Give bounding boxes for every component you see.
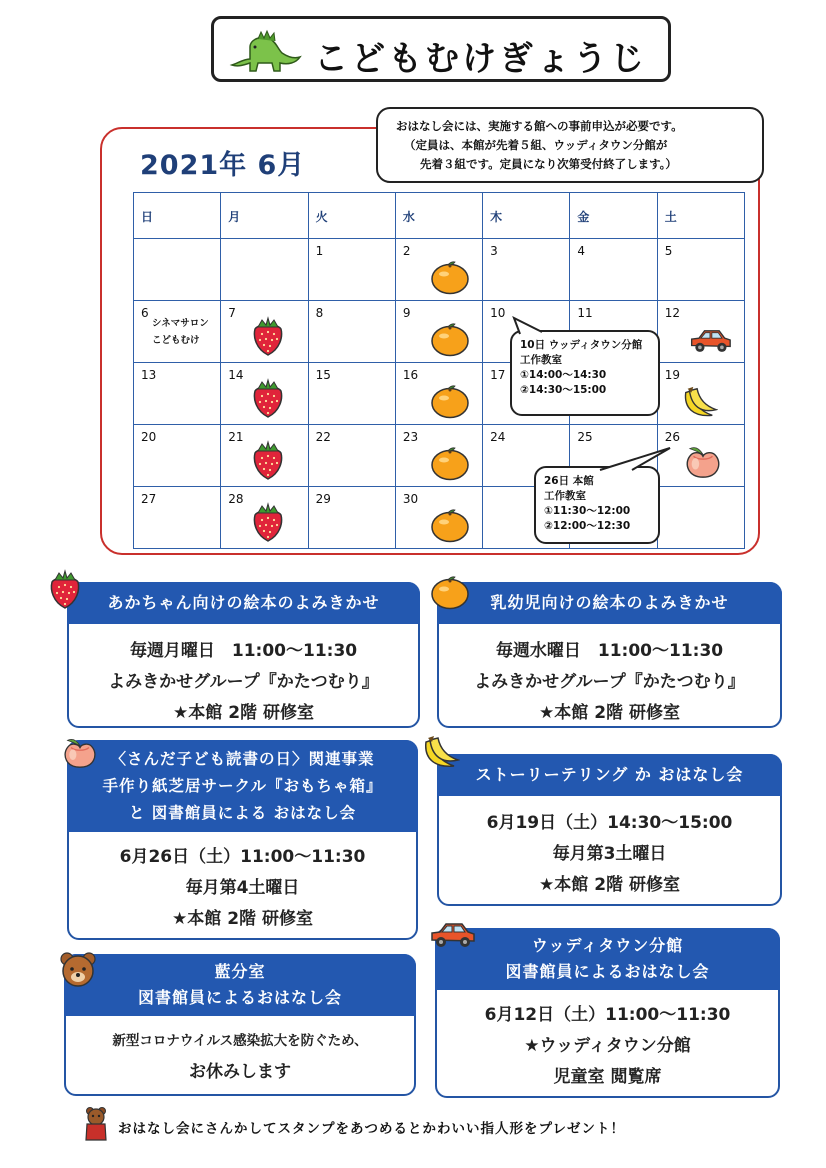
- car-icon: [428, 918, 476, 950]
- event-card-ai-branch: [64, 954, 416, 1096]
- workshop-bubble-10: [510, 330, 660, 416]
- page-title-box: [211, 16, 671, 82]
- event-date: 6月26日（土）11:00～11:30: [119, 847, 366, 867]
- day-cell: [395, 487, 482, 549]
- notice-line-3: 先着３組です。定員になり次第受付終了します。）: [420, 157, 677, 171]
- stamp-rally-footer: おはなし会にさんかしてスタンプをあつめるとかわいい指人形をプレゼント！: [118, 1121, 625, 1137]
- day-cell: [221, 425, 308, 487]
- bubble-line: ①14:00～14:30: [520, 369, 607, 381]
- day-number: 4: [577, 244, 586, 258]
- day-cell: [395, 239, 482, 301]
- event-room: 児童室 閲覧席: [553, 1067, 662, 1087]
- day-number: 7: [228, 306, 236, 320]
- day-cell: [395, 425, 482, 487]
- day-cell: [483, 239, 570, 301]
- banana-icon: [420, 734, 460, 772]
- bubble-line: ②12:00～12:30: [544, 520, 631, 532]
- event-details: [66, 1026, 414, 1088]
- weekday-mon: 月: [221, 193, 308, 239]
- event-location: ★本館 2階 研修室: [172, 909, 313, 929]
- cinema-salon-note: [152, 315, 209, 349]
- event-location: ★ウッディタウン分館: [524, 1036, 691, 1056]
- weekday-wed: 水: [395, 193, 482, 239]
- day-number: 6: [141, 306, 149, 320]
- calendar-weekday-row: [134, 193, 745, 239]
- day-cell: [221, 301, 308, 363]
- dinosaur-icon: [228, 29, 302, 75]
- day-number: 1: [315, 244, 324, 258]
- event-schedule: 毎週水曜日 11:00～11:30: [495, 641, 724, 661]
- day-cell: [221, 239, 308, 301]
- event-title-line: 〈さんだ子ども読書の日〉関連事業: [110, 750, 375, 768]
- peach-icon: [682, 443, 724, 479]
- day-cell: [134, 301, 221, 363]
- orange-icon: [430, 321, 470, 357]
- day-number: 17: [490, 368, 506, 382]
- event-title-line: 手作り紙芝居サークル『おもちゃ箱』: [102, 777, 383, 795]
- day-number: 11: [577, 306, 593, 320]
- event-title-line: 図書館員によるおはなし会: [137, 988, 342, 1007]
- page-title: こどもむけぎょうじ: [314, 39, 647, 79]
- day-number: 2: [402, 244, 411, 258]
- day-cell: [308, 239, 395, 301]
- event-group: よみきかせグループ『かたつむり』: [474, 672, 745, 692]
- day-number: 21: [228, 430, 244, 444]
- event-details: [439, 636, 780, 729]
- day-number: 14: [228, 368, 244, 382]
- day-number: 10: [490, 306, 506, 320]
- note-line: こどもむけ: [152, 335, 200, 346]
- day-number: 3: [490, 244, 498, 258]
- day-cell: [308, 301, 395, 363]
- day-cell: [657, 363, 744, 425]
- note-line: シネマサロン: [152, 318, 209, 329]
- day-cell: [395, 301, 482, 363]
- day-cell: [657, 301, 744, 363]
- event-schedule: 毎週月曜日 11:00～11:30: [129, 641, 358, 661]
- calendar-year-month: 2021年 6月: [140, 150, 306, 181]
- strawberry-icon: [48, 568, 82, 610]
- event-date: 6月12日（土）11:00～11:30: [484, 1005, 731, 1025]
- reservation-notice: [376, 107, 764, 183]
- day-cell: [221, 487, 308, 549]
- orange-icon: [430, 507, 470, 543]
- day-number: 12: [664, 306, 680, 320]
- bubble-tail: [596, 446, 676, 472]
- event-details: [69, 636, 418, 729]
- event-title: ストーリーテリング か おはなし会: [437, 754, 782, 796]
- day-cell: [134, 363, 221, 425]
- event-location: ★本館 2階 研修室: [539, 703, 680, 723]
- banana-icon: [680, 385, 718, 421]
- event-card-woody-town: [435, 928, 780, 1098]
- day-number: 15: [315, 368, 331, 382]
- weekday-tue: 火: [308, 193, 395, 239]
- orange-icon: [430, 383, 470, 419]
- bubble-line: ①11:30～12:00: [544, 505, 631, 517]
- event-closure-reason: 新型コロナウイルス感染拡大を防ぐため、: [112, 1033, 368, 1049]
- day-cell: [308, 425, 395, 487]
- day-number: 5: [664, 244, 673, 258]
- weekday-sun: 日: [134, 193, 221, 239]
- notice-line-2: （定員は、本館が先着５組、ウッディタウン分館が: [404, 138, 668, 152]
- day-cell: [134, 487, 221, 549]
- day-cell: [134, 425, 221, 487]
- event-closure-status: お休みします: [189, 1062, 291, 1082]
- day-cell: [657, 487, 744, 549]
- day-cell: [395, 363, 482, 425]
- event-card-toddler: [437, 582, 782, 728]
- day-number: 24: [490, 430, 506, 444]
- event-title: [435, 928, 780, 990]
- day-cell: [134, 239, 221, 301]
- orange-icon: [430, 574, 470, 610]
- event-title-line: 藍分室: [214, 962, 266, 981]
- event-title: あかちゃん向けの絵本のよみきかせ: [67, 582, 420, 624]
- day-cell: [308, 487, 395, 549]
- strawberry-icon: [251, 439, 285, 481]
- strawberry-icon: [251, 501, 285, 543]
- day-number: 29: [315, 492, 331, 506]
- bubble-line: 26日 本館: [544, 475, 594, 487]
- bubble-tail: [512, 316, 552, 336]
- car-icon: [688, 325, 732, 355]
- notice-line-1: おはなし会には、実施する館への事前申込が必要です。: [396, 119, 683, 133]
- weekday-thu: 木: [483, 193, 570, 239]
- calendar-week-row: [134, 239, 745, 301]
- day-number: 23: [402, 430, 419, 444]
- event-card-sanda: [67, 740, 418, 940]
- day-cell: [570, 239, 657, 301]
- event-title-line: と 図書館員による おはなし会: [128, 804, 357, 822]
- day-number: 9: [402, 306, 411, 320]
- strawberry-icon: [251, 315, 285, 357]
- day-number: 16: [402, 368, 419, 382]
- strawberry-icon: [251, 377, 285, 419]
- peach-icon: [60, 735, 100, 769]
- day-number: 19: [664, 368, 680, 382]
- day-number: 13: [141, 368, 157, 382]
- event-card-story: [437, 754, 782, 906]
- event-card-baby: [67, 582, 420, 728]
- event-location: ★本館 2階 研修室: [539, 875, 680, 895]
- day-number: 26: [664, 430, 680, 444]
- event-details: [437, 1000, 778, 1093]
- event-location: ★本館 2階 研修室: [173, 703, 314, 723]
- workshop-bubble-26: [534, 466, 660, 544]
- weekday-sat: 土: [657, 193, 744, 239]
- weekday-fri: 金: [570, 193, 657, 239]
- day-number: 8: [315, 306, 324, 320]
- event-title: [64, 954, 416, 1016]
- day-number: 22: [315, 430, 331, 444]
- finger-puppet-icon: [84, 1106, 108, 1142]
- day-number: 28: [228, 492, 244, 506]
- day-number: 25: [577, 430, 593, 444]
- event-details: [439, 808, 780, 901]
- event-recurrence: 毎月第3土曜日: [552, 844, 667, 864]
- day-cell: [221, 363, 308, 425]
- event-title: 乳幼児向けの絵本のよみきかせ: [437, 582, 782, 624]
- event-details: [69, 842, 416, 935]
- event-recurrence: 毎月第4土曜日: [185, 878, 300, 898]
- event-date: 6月19日（土）14:30～15:00: [486, 813, 733, 833]
- day-number: 20: [141, 430, 157, 444]
- day-cell: [657, 239, 744, 301]
- bubble-line: 10日 ウッディタウン分館: [520, 339, 643, 351]
- day-cell: [308, 363, 395, 425]
- event-group: よみきかせグループ『かたつむり』: [108, 672, 379, 692]
- day-number: 30: [402, 492, 419, 506]
- orange-icon: [430, 445, 470, 481]
- event-title-line: 図書館員によるおはなし会: [505, 962, 710, 981]
- day-number: 27: [141, 492, 157, 506]
- event-title: [67, 740, 418, 832]
- event-title-line: ウッディタウン分館: [531, 936, 684, 955]
- orange-icon: [430, 259, 470, 295]
- bubble-line: ②14:30～15:00: [520, 384, 607, 396]
- bubble-line: 工作教室: [544, 490, 586, 502]
- bear-icon: [58, 950, 98, 988]
- bubble-line: 工作教室: [520, 354, 562, 366]
